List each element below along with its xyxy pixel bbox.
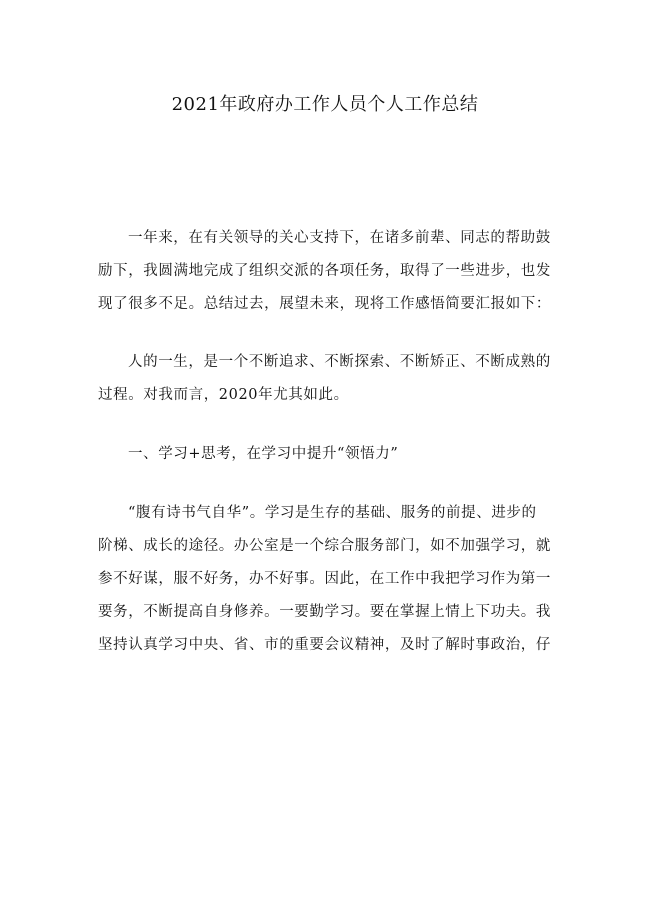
document-title: 2021年政府办工作人员个人工作总结 <box>171 94 479 115</box>
text-line: 参不好谋，服不好务，办不好事。因此，在工作中我把学习作为第一 <box>98 571 551 587</box>
text-line: 阶梯、成长的途径。办公室是一个综合服务部门，如不加强学习，就 <box>98 538 551 554</box>
text-line: 坚持认真学习中央、省、市的重要会议精神，及时了解时事政治，仔 <box>98 637 551 653</box>
text-line: 要务，不断提高自身修养。一要勤学习。要在掌握上情上下功夫。我 <box>98 604 551 620</box>
text-line: 现了很多不足。总结过去，展望未来，现将工作感悟简要汇报如下： <box>98 296 551 312</box>
section-heading <box>98 438 554 471</box>
paragraph-intro <box>98 222 554 321</box>
document-body <box>98 222 554 662</box>
text-line: 过程。对我而言，2020年尤其如此。 <box>98 387 349 403</box>
section-heading-text: 一、学习+思考，在学习中提升“领悟力” <box>128 446 399 462</box>
text-line: 一年来，在有关领导的关心支持下，在诸多前辈、同志的帮助鼓 <box>128 230 551 246</box>
paragraph-learning <box>98 497 554 662</box>
text-line: 人的一生，是一个不断追求、不断探索、不断矫正、不断成熟的 <box>128 354 551 370</box>
text-line: 励下，我圆满地完成了组织交派的各项任务，取得了一些进步，也发 <box>98 263 551 279</box>
paragraph-reflection <box>98 346 554 412</box>
text-line: “腹有诗书气自华”。学习是生存的基础、服务的前提、进步的 <box>128 505 537 521</box>
